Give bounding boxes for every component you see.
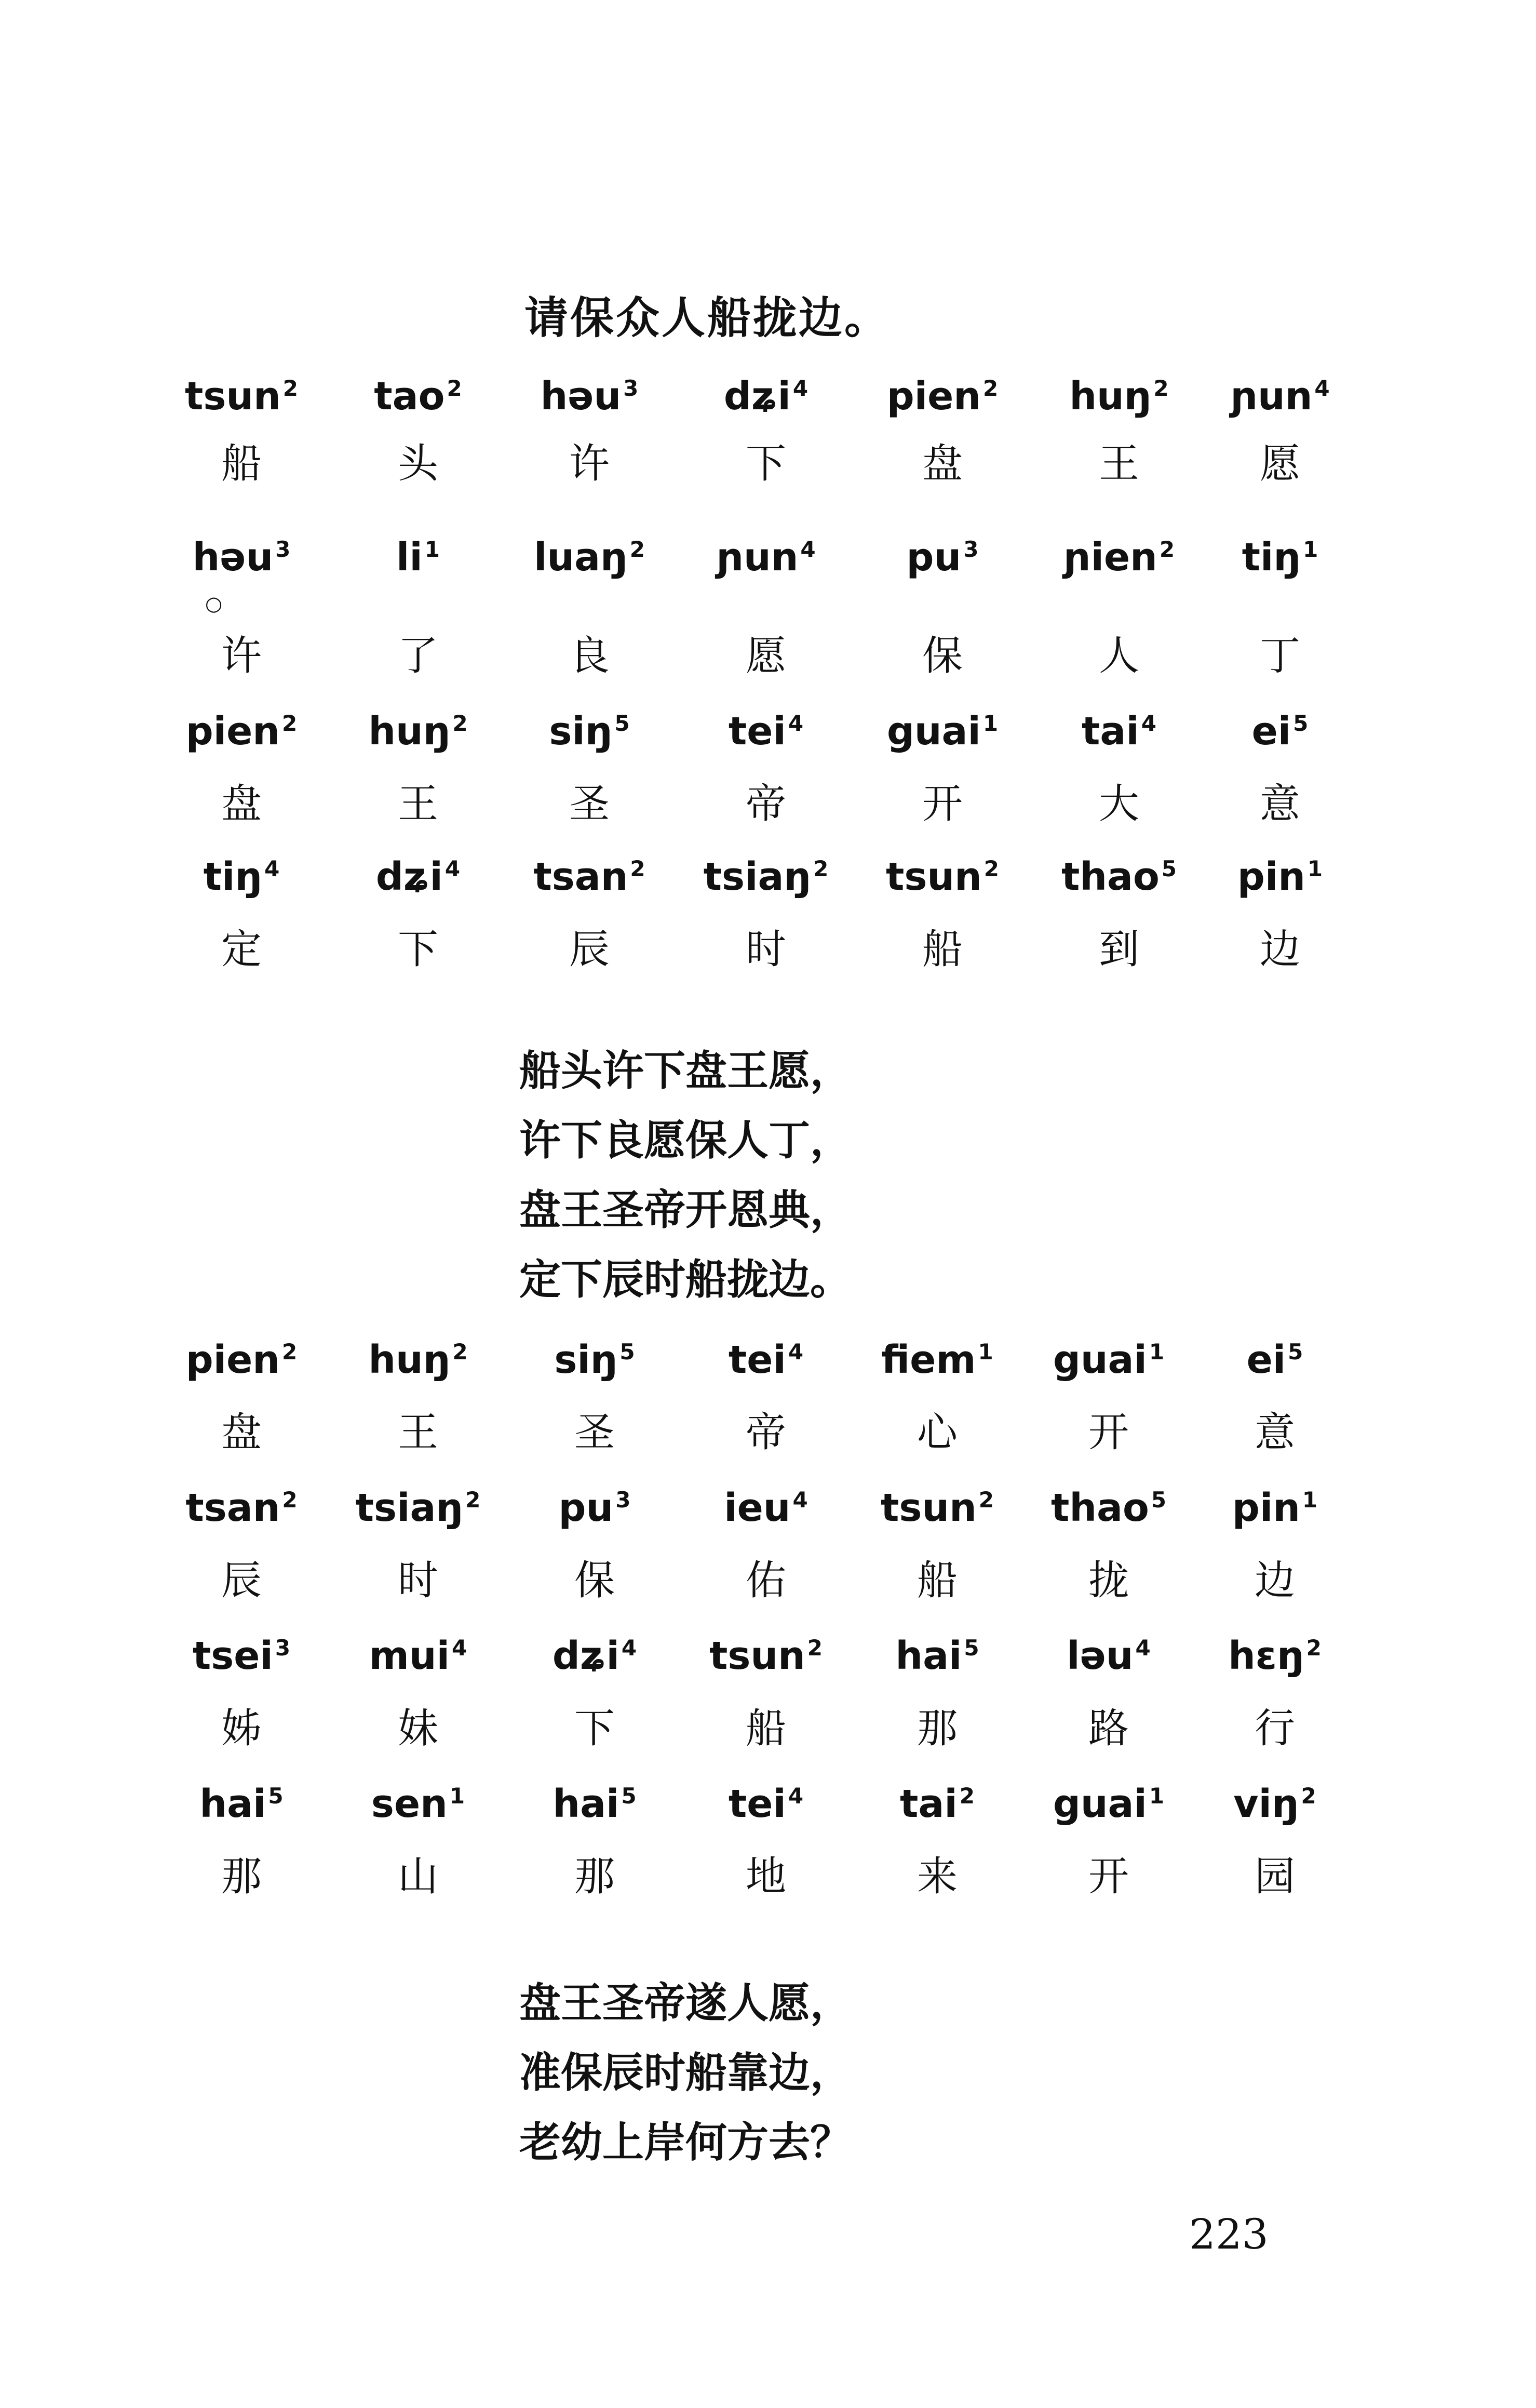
tone-number: 4 [621,1635,637,1661]
syllable-text: tei [728,1337,786,1382]
tone-number: 1 [1302,1487,1318,1513]
syllable-text: li [396,535,423,580]
hanzi: 那 [917,1705,958,1752]
syllable-text: sen [371,1782,448,1826]
syllable-text: pu [906,535,962,580]
hanzi: 帝 [745,1409,786,1456]
tone-number: 5 [621,1783,637,1809]
syllable [156,1782,327,1826]
syllable-text: ei [1251,709,1291,754]
tone-number: 4 [800,537,816,563]
hanzi: 愿 [745,633,786,679]
tone-number: 2 [281,1339,298,1365]
syllable-text: tsun [880,1486,977,1530]
hanzi: 头 [397,440,438,487]
syllable-text: luaŋ [534,535,628,580]
syllable-text: pien [886,374,981,419]
romanization-row-2-1 [156,1337,1366,1395]
tone-number: 1 [1149,1783,1165,1809]
syllable-text: fiem [881,1337,976,1382]
syllable-text: mui [369,1634,450,1678]
tone-number: 2 [1301,1783,1316,1809]
verse-line: 定下辰时船拢边。 [519,1255,852,1304]
syllable [1033,535,1205,580]
hanzi: 王 [397,781,438,827]
verse-stanza-1 [519,1036,852,1315]
tone-number: 4 [264,856,280,882]
syllable [332,1782,504,1826]
syllable [1033,854,1205,899]
syllable [1023,1486,1194,1530]
syllable-text: pin [1232,1486,1300,1530]
tone-number: 5 [1151,1487,1167,1513]
hanzi-row-2-2 [156,1548,1366,1626]
syllable-text: huŋ [368,709,451,754]
hanzi: 到 [1098,926,1139,973]
syllable [332,709,504,754]
syllable-text: huŋ [1069,374,1152,419]
hanzi: 园 [1254,1853,1295,1900]
syllable [332,1337,504,1382]
hanzi: 辰 [221,1557,262,1604]
syllable-text: siŋ [554,1337,618,1382]
hanzi: 路 [1088,1705,1129,1752]
syllable-text: tsei [192,1634,273,1678]
tone-number: 4 [444,856,461,882]
syllable [504,709,675,754]
hanzi: 船 [917,1557,958,1604]
syllable-text: tiŋ [1242,535,1301,580]
syllable-text: həu [192,535,274,580]
tone-number: 1 [978,1339,993,1365]
tone-number: 3 [275,537,291,563]
verse-line: 盘王圣帝遂人愿， [519,1979,852,2027]
tone-number: 2 [629,537,645,563]
tone-number: 2 [282,1487,298,1513]
tone-number: 2 [807,1635,823,1661]
hanzi: 丁 [1259,633,1300,679]
verse-line: 准保辰时船靠边， [519,2049,852,2097]
tone-number: 2 [1159,537,1175,563]
hanzi: 许 [569,440,610,487]
hanzi: 王 [1098,440,1139,487]
hanzi: 盘 [221,781,262,827]
syllable-text: dʑi [552,1634,619,1678]
syllable [852,1782,1023,1826]
tone-number: 3 [623,376,639,402]
syllable [857,374,1028,419]
syllable [857,709,1028,754]
hanzi: 保 [574,1557,615,1604]
syllable [509,1782,680,1826]
tone-number: 1 [1303,537,1318,563]
hanzi: 盘 [221,1409,262,1456]
syllable-text: tsun [709,1634,805,1678]
romanization-row-2-2 [156,1486,1366,1543]
hanzi: 时 [397,1557,438,1604]
syllable-text: dʑi [723,374,791,419]
tone-number: 2 [281,711,298,737]
opening-line: 请保众人船拢边。 [524,292,891,343]
syllable-text: tai [900,1782,958,1826]
syllable-text: viŋ [1233,1782,1299,1826]
hanzi: 意 [1254,1409,1295,1456]
tone-number: 1 [1307,856,1323,882]
tone-number: 3 [615,1487,631,1513]
hanzi: 帝 [745,781,786,827]
tone-number: 5 [268,1783,284,1809]
syllable-text: hai [895,1634,962,1678]
tone-number: 2 [630,856,645,882]
hanzi: 佑 [745,1557,786,1604]
hanzi: 下 [574,1705,615,1752]
hanzi: 良 [569,633,610,679]
hanzi: 愿 [1259,440,1300,487]
syllable-text: tai [1082,709,1139,754]
syllable [1189,1782,1360,1826]
syllable [156,374,327,419]
syllable [332,1486,504,1530]
tone-number: 2 [982,376,999,402]
syllable [680,1337,852,1382]
tone-number: 4 [788,1339,804,1365]
verse-line: 盘王圣帝开恩典， [519,1186,852,1234]
syllable [504,854,675,899]
tone-number: 2 [978,1487,994,1513]
syllable [332,374,504,419]
hanzi: 意 [1259,781,1300,827]
verse-line: 船头许下盘王愿， [519,1047,852,1095]
interlinear-group-1 [156,374,1366,995]
hanzi: 了 [397,633,438,679]
syllable-text: tiŋ [203,854,263,899]
syllable-text: pien [185,1337,280,1382]
romanization-row-2-4 [156,1782,1366,1839]
syllable-text: tei [728,1782,786,1826]
hanzi: 地 [745,1853,786,1900]
hanzi-row-1-4 [156,917,1366,995]
hanzi-row-2-4 [156,1844,1366,1922]
syllable-text: ləu [1067,1634,1134,1678]
tone-number: 4 [792,376,809,402]
syllable [509,1634,680,1678]
syllable [504,374,675,419]
syllable [509,1337,680,1382]
syllable [680,1634,852,1678]
syllable [156,1337,327,1382]
romanization-row-1-2 [156,535,1366,592]
syllable [156,709,327,754]
tone-number: 4 [792,1487,808,1513]
hanzi-row-1-3 [156,771,1366,849]
romanization-row-1-1 [156,374,1366,431]
syllable-text: tsiaŋ [355,1486,464,1530]
hanzi: 妹 [397,1705,438,1752]
tone-number: 1 [982,711,999,737]
syllable [1189,1486,1360,1530]
tone-number: 5 [1288,1339,1303,1365]
tone-number: 2 [465,1487,481,1513]
tone-number: 5 [964,1635,979,1661]
hanzi: 下 [397,926,438,973]
hanzi: 拢 [1088,1557,1129,1604]
syllable-text: hai [199,1782,266,1826]
syllable-text: pin [1237,854,1305,899]
syllable-text: thao [1061,854,1160,899]
syllable-text: tsan [533,854,628,899]
hanzi: 下 [745,440,786,487]
syllable-text: guai [886,709,981,754]
syllable-text: ieu [724,1486,791,1530]
syllable-text: ɲun [1230,374,1313,419]
hanzi: 王 [397,1409,438,1456]
syllable-text: thao [1050,1486,1149,1530]
syllable [1023,1782,1194,1826]
hanzi: 来 [917,1853,958,1900]
syllable-text: pu [558,1486,614,1530]
syllable-text: tsan [185,1486,280,1530]
syllable [852,1337,1023,1382]
hanzi: 圣 [574,1409,615,1456]
tone-number: 3 [963,537,979,563]
romanization-row-1-4 [156,854,1366,912]
tone-number: 4 [1314,376,1330,402]
hanzi: 定 [221,926,262,973]
tone-number: 1 [424,537,440,563]
syllable-text: tsun [885,854,982,899]
tone-number: 1 [1149,1339,1165,1365]
romanization-row-2-3 [156,1634,1366,1691]
hanzi: 圣 [569,781,610,827]
hanzi: 大 [1098,781,1139,827]
syllable [1194,709,1366,754]
syllable [680,854,852,899]
hanzi-row-2-1 [156,1400,1366,1478]
page-number: 223 [1189,2210,1269,2258]
syllable [156,535,327,580]
tone-number: 2 [282,376,299,402]
circle-mark: ○ [205,592,223,615]
tone-number: 4 [788,711,804,737]
tone-number: 2 [959,1783,975,1809]
hanzi: 盘 [922,440,963,487]
hanzi: 船 [922,926,963,973]
syllable-text: ɲien [1063,535,1157,580]
hanzi: 辰 [569,926,610,973]
syllable-text: ei [1246,1337,1286,1382]
syllable [1194,535,1366,580]
syllable [1023,1634,1194,1678]
hanzi: 姊 [221,1705,262,1752]
syllable [852,1486,1023,1530]
hanzi-row-2-3 [156,1696,1366,1774]
syllable [332,1634,504,1678]
syllable-text: hai [553,1782,619,1826]
tone-number: 5 [614,711,630,737]
syllable [680,1782,852,1826]
tone-number: 2 [1306,1635,1322,1661]
syllable [1033,709,1205,754]
syllable [156,1486,327,1530]
syllable [680,535,852,580]
hanzi: 船 [745,1705,786,1752]
tone-number: 2 [452,1339,468,1365]
syllable [1189,1337,1360,1382]
hanzi: 时 [745,926,786,973]
syllable [1194,854,1366,899]
hanzi: 心 [917,1409,958,1456]
syllable-text: huŋ [368,1337,451,1382]
hanzi: 开 [922,781,963,827]
romanization-row-1-3 [156,709,1366,766]
syllable [1023,1337,1194,1382]
syllable [1033,374,1205,419]
hanzi: 那 [574,1853,615,1900]
syllable-text: siŋ [549,709,613,754]
syllable [156,854,327,899]
hanzi: 边 [1259,926,1300,973]
hanzi: 边 [1254,1557,1295,1604]
syllable-text: hɛŋ [1228,1634,1304,1678]
tone-number: 2 [447,376,462,402]
hanzi: 开 [1088,1409,1129,1456]
tone-number: 4 [451,1635,467,1661]
syllable [680,374,852,419]
syllable [680,1486,852,1530]
tone-number: 4 [788,1783,804,1809]
syllable [156,1634,327,1678]
tone-number: 4 [1135,1635,1151,1661]
verse-line: 许下良愿保人丁， [519,1116,852,1165]
hanzi-row-1-1 [156,431,1366,509]
syllable-text: tei [728,709,786,754]
syllable-text: dʑi [375,854,443,899]
syllable-text: tsun [184,374,281,419]
tone-number: 4 [1141,711,1156,737]
syllable [332,535,504,580]
verse-stanza-2 [519,1969,852,2177]
syllable [680,709,852,754]
hanzi: 保 [922,633,963,679]
tone-number: 2 [452,711,468,737]
hanzi-row-1-2 [156,623,1366,701]
syllable-text: pien [185,709,280,754]
syllable [1194,374,1366,419]
syllable-text: guai [1053,1782,1147,1826]
syllable [1189,1634,1360,1678]
tone-number: 5 [1161,856,1177,882]
syllable-text: guai [1053,1337,1147,1382]
hanzi: 人 [1098,633,1139,679]
hanzi: 开 [1088,1853,1129,1900]
tone-number: 2 [983,856,1000,882]
syllable-text: həu [540,374,622,419]
tone-number: 5 [619,1339,635,1365]
hanzi: 行 [1254,1705,1295,1752]
tone-number: 3 [275,1635,291,1661]
syllable-text: tsiaŋ [703,854,812,899]
tone-number: 2 [1153,376,1169,402]
syllable [332,854,504,899]
syllable [852,1634,1023,1678]
hanzi: 许 [221,633,262,679]
syllable [509,1486,680,1530]
tone-number: 1 [449,1783,465,1809]
tone-number: 5 [1293,711,1309,737]
hanzi: 那 [221,1853,262,1900]
interlinear-group-2 [156,1337,1366,1922]
syllable-text: tao [374,374,445,419]
syllable [857,854,1028,899]
hanzi: 船 [221,440,262,487]
tone-number: 2 [813,856,829,882]
verse-line: 老幼上岸何方去？ [519,2118,852,2166]
syllable-text: ɲun [716,535,799,580]
hanzi: 山 [397,1853,438,1900]
syllable [857,535,1028,580]
syllable [504,535,675,580]
